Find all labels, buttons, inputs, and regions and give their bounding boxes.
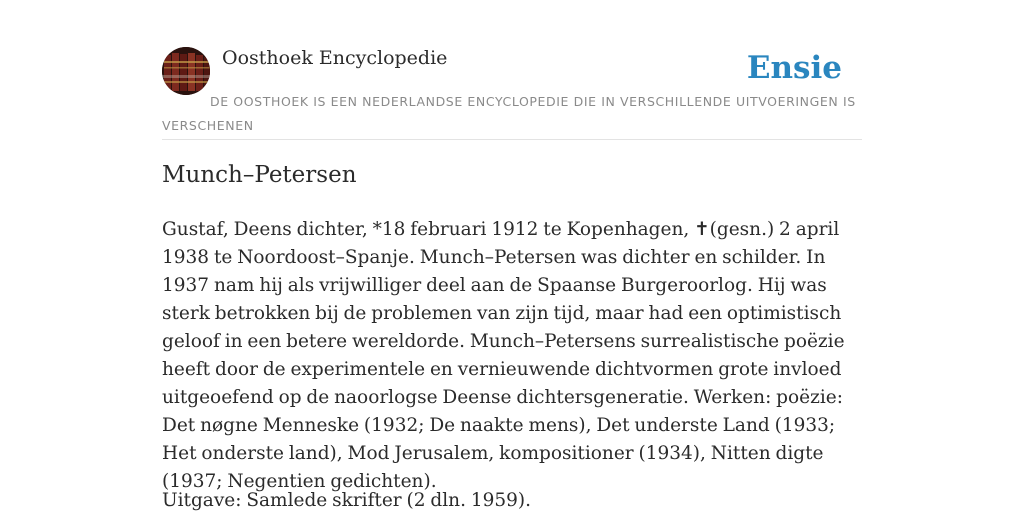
brand-logo[interactable]: Ensie — [746, 50, 842, 86]
avatar[interactable] — [162, 47, 210, 95]
site-tagline: DE OOSTHOEK IS EEN NEDERLANDSE ENCYCLOPEDIE DIE IN VERSCHILLENDE UITVOERINGEN IS VERSCHENEN — [162, 94, 856, 133]
entry-body: Gustaf, Deens dichter, *18 februari 1912 te Kopenhagen, ✝(gesn.) 2 april 1938 te Noordoost–Spanje. Munch–Petersen was dichter en schilder. In 1937 nam hij als vrijwilliger deel aan de Spaanse Burgeroorlog. Hij was sterk betrokken bij de problemen van zijn tijd, maar had een optimistisch geloof in een betere wereldorde. Munch–Petersens surrealistische poëzie heeft door de experimentele en vernieuwende dichtvormen grote invloed uitgeoefend op de naoorlogse Deense dichtersgeneratie. Werken: poëzie: Det nøgne Menneske (1932; De naakte mens), Det underste Land (1933; Het onderste land), Mod Jerusalem, kompositioner (1934), Nitten digte (1937; Negentien gedichten). — [162, 219, 845, 492]
header-divider — [162, 139, 862, 140]
entry-edition: Uitgave: Samlede skrifter (2 dln. 1959). — [162, 490, 532, 511]
site-title[interactable]: Oosthoek Encyclopedie — [222, 47, 448, 69]
entry-title: Munch–Petersen — [162, 162, 357, 188]
encyclopedia-books-icon — [162, 47, 210, 95]
